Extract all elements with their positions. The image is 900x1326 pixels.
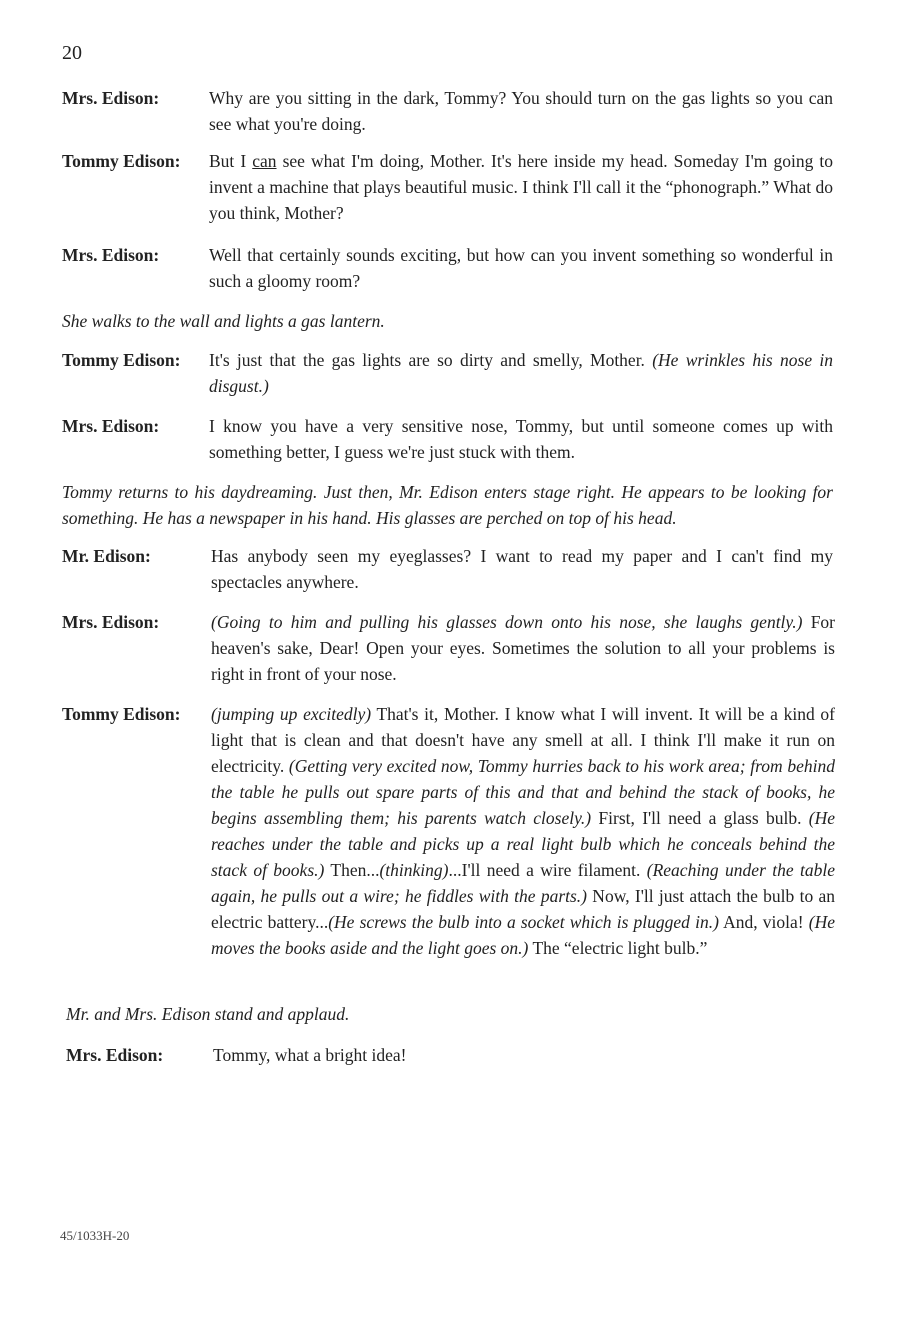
dialogue-text: Well that certainly sounds exciting, but how can you invent something so wonderful in such a gloomy room? (209, 245, 833, 291)
speaker-label: Tommy Edison: (62, 151, 181, 171)
speaker-label: Mrs. Edison: (66, 1045, 164, 1065)
dialogue-text: Why are you sitting in the dark, Tommy? You should turn on the gas lights so you can see what you're doing. (209, 88, 833, 134)
dialogue-text: I know you have a very sensitive nose, Tommy, but until someone comes up with something better, I guess we're just stuck with them. (209, 416, 833, 462)
stage-direction: She walks to the wall and lights a gas lantern. (62, 311, 385, 331)
page-number: 20 (62, 42, 82, 64)
stage-direction: Mr. and Mrs. Edison stand and applaud. (66, 1004, 350, 1024)
dialogue-text: Has anybody seen my eyeglasses? I want to read my paper and I can't find my spectacles anywhere. (211, 546, 833, 592)
speaker-label: Tommy Edison: (62, 350, 181, 370)
footer-code: 45/1033H-20 (60, 1228, 130, 1243)
dialogue-text: (jumping up excitedly) That's it, Mother. I know what I will invent. It will be a kind of light that is clean and that doesn't have any smell at all. I think I'll make it run on electricity. (Getting very excited now, Tommy hurries back to his work area; from behind the table he pulls out spare parts of this and that and behind the stack of books, he begins assembling them; his parents watch closely.) First, I'll need a glass bulb. (He reaches under the table and picks up a real light bulb which he conceals behind the stack of books.) Then...(thinking)...I'll need a wire filament. (Reaching under the table again, he pulls out a wire; he fiddles with the parts.) Now, I'll just attach the bulb to an electric battery...(He screws the bulb into a socket which is plugged in.) And, viola! (He moves the books aside and the light goes on.) The “electric light bulb.” (211, 704, 836, 958)
stage-direction: Tommy returns to his daydreaming. Just then, Mr. Edison enters stage right. He appears to be looking for something. He has a newspaper in his hand. His glasses are perched on top of his head. (62, 482, 833, 528)
speaker-label: Mrs. Edison: (62, 245, 160, 265)
speaker-label: Mr. Edison: (62, 546, 151, 566)
dialogue-text: Tommy, what a bright idea! (213, 1045, 407, 1065)
speaker-label: Mrs. Edison: (62, 88, 160, 108)
speaker-label: Tommy Edison: (62, 704, 181, 724)
speaker-label: Mrs. Edison: (62, 612, 160, 632)
dialogue-text: It's just that the gas lights are so dirty and smelly, Mother. (He wrinkles his nose in disgust.) (209, 350, 833, 396)
emphasis-can: can (252, 151, 277, 171)
speaker-label: Mrs. Edison: (62, 416, 160, 436)
dialogue-text: But I can see what I'm doing, Mother. It's here inside my head. Someday I'm going to invent a machine that plays beautiful music. I think I'll call it the “phonograph.” What do you think, Mother? (209, 151, 833, 223)
dialogue-text: (Going to him and pulling his glasses down onto his nose, she laughs gently.) For heaven's sake, Dear! Open your eyes. Sometimes the solution to all your problems is right in front of your nose. (211, 612, 835, 684)
